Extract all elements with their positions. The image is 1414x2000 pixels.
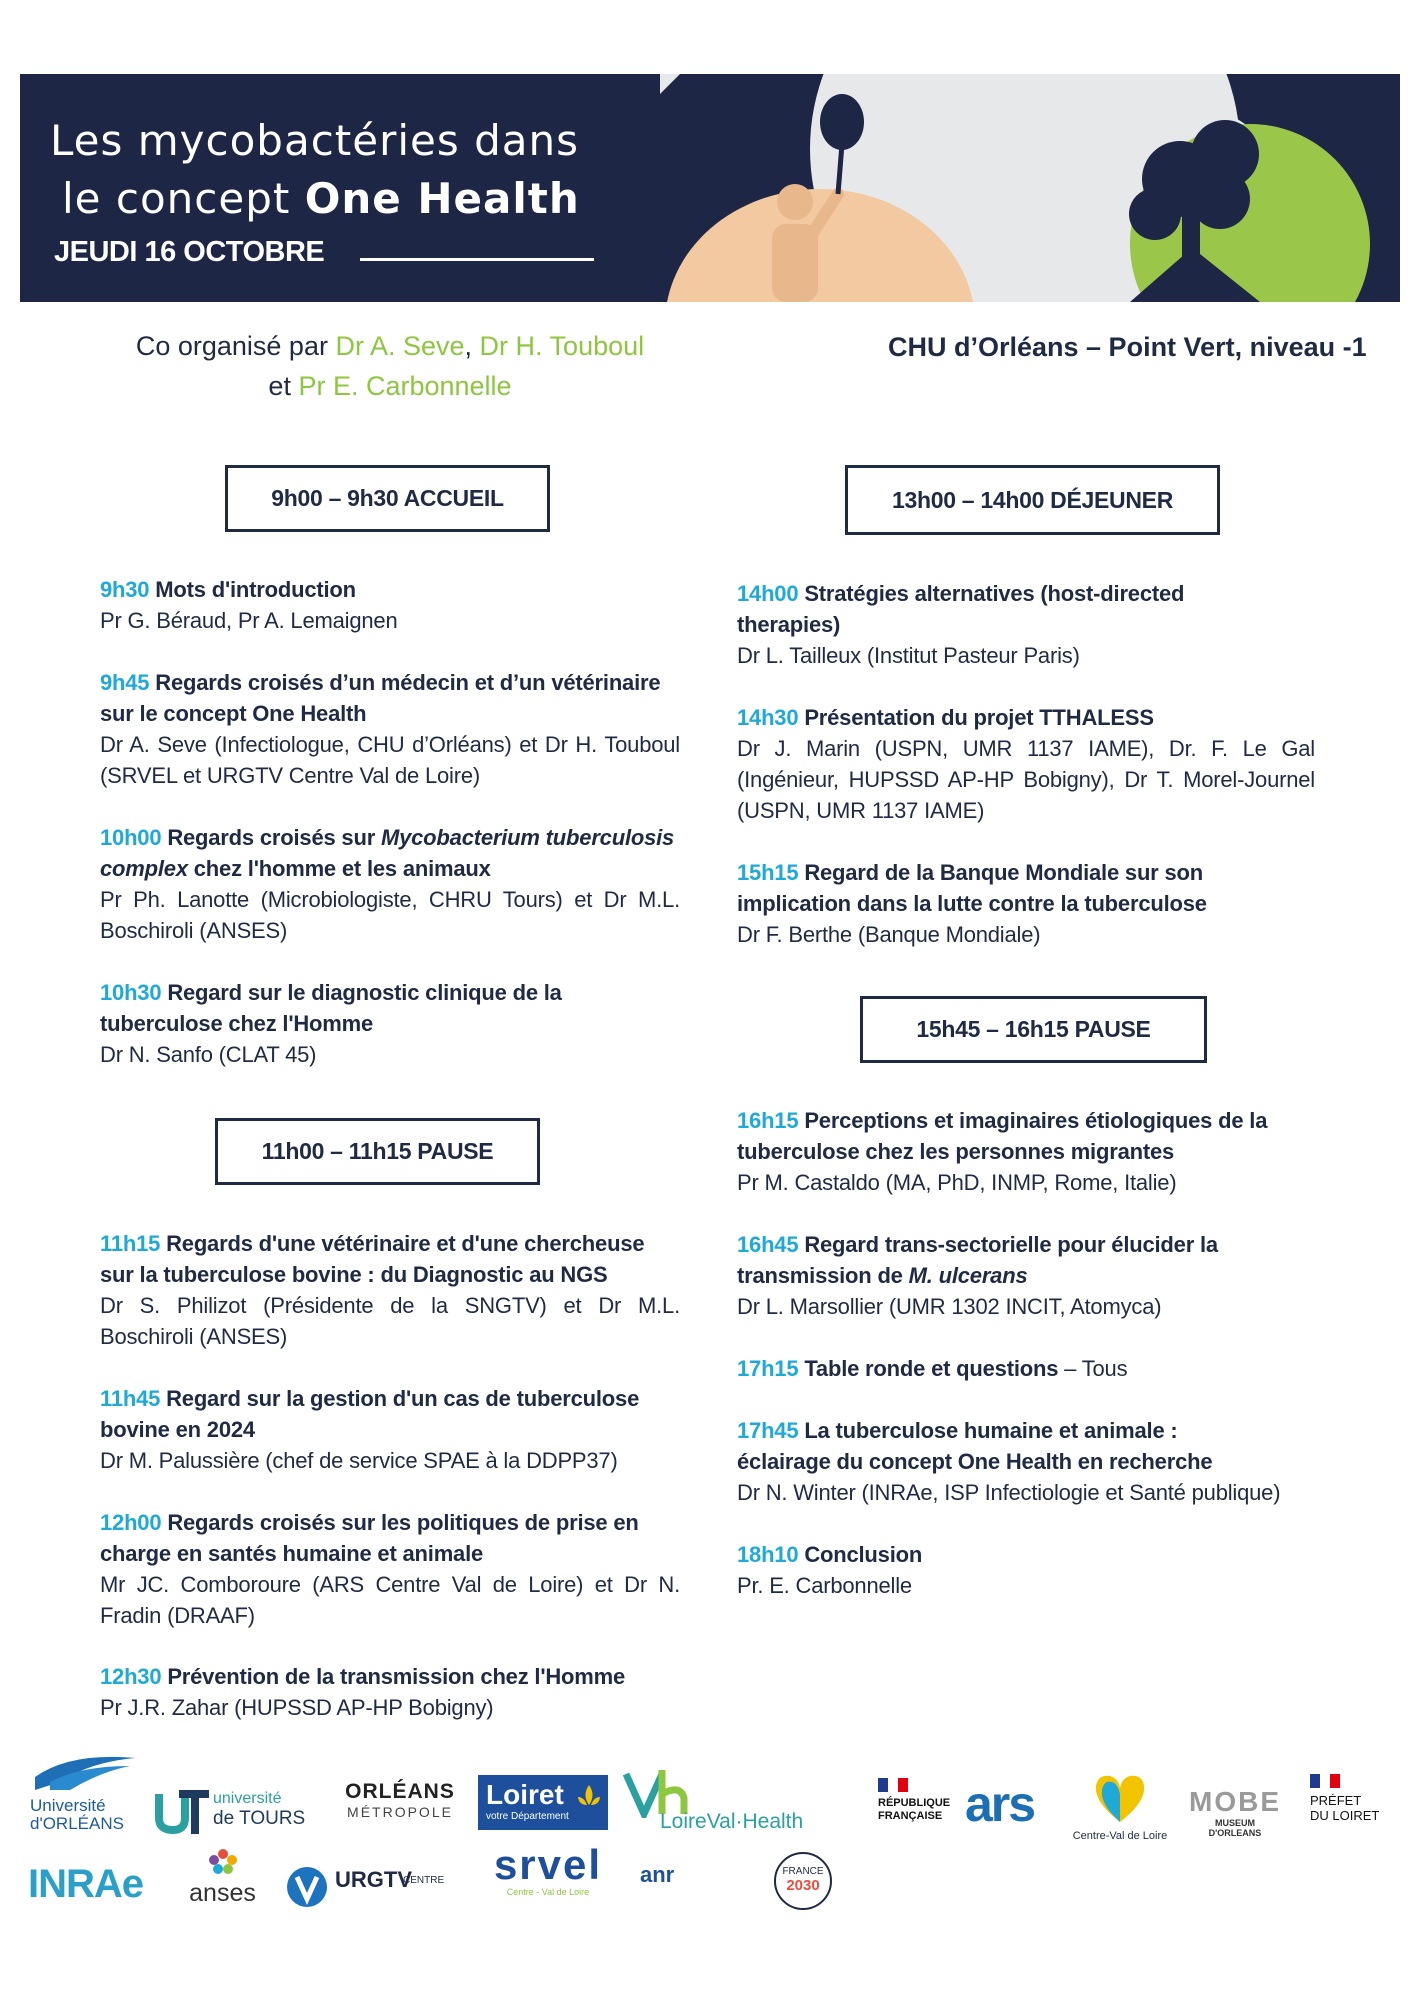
session-speakers: Dr N. Sanfo (CLAT 45) (100, 1042, 317, 1067)
coorg-name-2: Dr H. Touboul (479, 331, 645, 361)
srvel-text: srvel (493, 1841, 603, 1888)
logo-loirevalhealth (622, 1768, 852, 1838)
dejeuner-box: 13h00 – 14h00 DÉJEUNER (845, 465, 1220, 535)
session-1030 (100, 977, 680, 1070)
session-time: 11h15 (100, 1231, 161, 1256)
session-1810-heading (737, 1539, 1317, 1570)
marianne-flag-icon (878, 1778, 908, 1792)
session-1115-heading (100, 1228, 680, 1290)
logo-anr: anr (640, 1862, 675, 1887)
session-1400-heading (737, 578, 1257, 640)
univ-orleans-icon (30, 1752, 140, 1792)
logo-orleans-metropole (340, 1780, 460, 1830)
session-time: 17h45 (737, 1418, 799, 1443)
loiret-subtext: votre Département (486, 1811, 569, 1822)
session-speakers: Dr F. Berthe (Banque Mondiale) (737, 922, 1041, 947)
session-speakers: Pr Ph. Lanotte (Microbiologiste, CHRU Tours) et Dr M.L. Boschiroli (ANSES) (100, 887, 680, 943)
logo-ars: ars (965, 1776, 1035, 1832)
banner-title-bold: One Health (304, 174, 580, 223)
session-1430-heading (737, 702, 1315, 733)
session-title: Regard sur le diagnostic clinique de la tuberculose chez l'Homme (100, 980, 562, 1036)
republique-text1: RÉPUBLIQUE (878, 1797, 951, 1809)
srvel-subtext: Centre - Val de Loire (506, 1887, 590, 1897)
session-1000 (100, 822, 680, 946)
session-1745 (737, 1415, 1317, 1508)
co-organizers-line1 (90, 326, 690, 366)
session-1615 (737, 1105, 1317, 1198)
orleans-metropole-text1: ORLÉANS (345, 1780, 455, 1803)
session-1645-heading (737, 1229, 1277, 1291)
logo-loiret (478, 1775, 608, 1830)
venue: CHU d’Orléans – Point Vert, niveau -1 (888, 332, 1367, 362)
session-1115 (100, 1228, 680, 1352)
session-1515 (737, 857, 1317, 950)
session-speakers: Pr G. Béraud, Pr A. Lemaignen (100, 608, 398, 633)
session-title: Regard de la Banque Mondiale sur son implication dans la lutte contre la tuberculose (737, 860, 1207, 916)
urgtv-icon (285, 1865, 329, 1909)
session-0930 (100, 574, 680, 636)
session-time: 18h10 (737, 1542, 799, 1567)
session-1515-heading (737, 857, 1267, 919)
session-title: Perceptions et imaginaires étiologiques de la tuberculose chez les personnes migrantes (737, 1108, 1268, 1164)
session-speakers: Pr. E. Carbonnelle (737, 1573, 912, 1598)
session-title: Stratégies alternatives (host-directed therapies) (737, 581, 1185, 637)
museum-text1: MUSEUM (1215, 1818, 1255, 1828)
session-title: Prévention de la transmission chez l'Homme (167, 1664, 626, 1689)
session-title: La tuberculose humaine et animale : éclairage du concept One Health en recherche (737, 1418, 1213, 1474)
anses-icon (208, 1848, 238, 1874)
logo-region-centre (1065, 1770, 1175, 1850)
prefet-flag-icon (1310, 1774, 1340, 1788)
session-title: Regards croisés sur (167, 825, 381, 850)
session-time: 15h15 (737, 860, 799, 885)
orleans-metropole-text2: MÉTROPOLE (347, 1804, 453, 1820)
mobe-text: MOBE (1189, 1786, 1281, 1817)
session-time: 16h15 (737, 1108, 799, 1133)
session-1715-heading (737, 1353, 1317, 1384)
republique-text2: FRANÇAISE (878, 1810, 943, 1822)
logo-universite-tours (155, 1786, 315, 1836)
logo-france2030 (774, 1852, 832, 1910)
pause-box-1: 11h00 – 11h15 PAUSE (215, 1118, 540, 1185)
co-organizers (90, 326, 690, 406)
session-speakers: Dr L. Tailleux (Institut Pasteur Paris) (737, 643, 1080, 668)
session-speakers: Dr L. Marsollier (UMR 1302 INCIT, Atomyca) (737, 1294, 1162, 1319)
session-title-italic: M. ulcerans (908, 1263, 1028, 1288)
accueil-box: 9h00 – 9h30 ACCUEIL (225, 465, 550, 532)
banner-title-line2 (62, 174, 580, 223)
univ-tours-text1: université (213, 1790, 282, 1807)
urgtv-text: URGTV (335, 1867, 412, 1892)
logo-urgtv (285, 1865, 455, 1915)
session-title-italic: Mycobacterium tuberculosis complex (100, 825, 675, 881)
session-title: Conclusion (804, 1542, 923, 1567)
session-1615-heading (737, 1105, 1317, 1167)
session-time: 10h30 (100, 980, 162, 1005)
session-1200-heading (100, 1507, 680, 1569)
session-1745-heading (737, 1415, 1267, 1477)
session-1030-heading (100, 977, 620, 1039)
coorg-prefix: Co organisé par (135, 331, 336, 361)
session-0930-heading (100, 574, 680, 605)
coorg-name-1: Dr A. Seve (335, 331, 465, 361)
session-title: Présentation du projet TTHALESS (804, 705, 1154, 730)
logo-anses (175, 1848, 270, 1908)
banner-date: JEUDI 16 OCTOBRE (54, 236, 325, 268)
logo-inrae: INRAe (28, 1862, 144, 1906)
session-speakers: Dr S. Philizot (Présidente de la SNGTV) et Dr M.L. Boschiroli (ANSES) (100, 1293, 680, 1349)
univ-tours-icon (155, 1790, 210, 1834)
session-time: 12h30 (100, 1664, 162, 1689)
banner-illustration (660, 74, 1400, 302)
region-heart-icon (1090, 1770, 1150, 1825)
session-extra: – Tous (1058, 1356, 1128, 1381)
session-speakers: Pr J.R. Zahar (HUPSSD AP-HP Bobigny) (100, 1695, 494, 1720)
banner-title-line1: Les mycobactéries dans (50, 116, 579, 165)
session-1810 (737, 1539, 1317, 1601)
session-0945 (100, 667, 680, 791)
session-time: 14h00 (737, 581, 799, 606)
co-organizers-line2 (90, 366, 690, 406)
logo-srvel (488, 1843, 608, 1913)
session-title: Mots d'introduction (155, 577, 356, 602)
prefet-text1: PRÉFET (1310, 1793, 1362, 1808)
session-1230-heading (100, 1661, 680, 1692)
banner-date-rule (360, 258, 594, 261)
session-time: 9h45 (100, 670, 150, 695)
session-1645 (737, 1229, 1317, 1322)
univ-orleans-text2: d'ORLÉANS (30, 1814, 124, 1833)
session-time: 16h45 (737, 1232, 799, 1257)
session-title: Regards d'une vétérinaire et d'une chercheuse sur la tuberculose bovine : du Diagnostic au NGS (100, 1231, 645, 1287)
logo-prefet-loiret (1310, 1774, 1400, 1854)
france2030-text2: 2030 (786, 1877, 820, 1894)
region-text: Centre-Val de Loire (1072, 1830, 1168, 1842)
session-title: Regard trans-sectorielle pour élucider la transmission de (737, 1232, 1218, 1288)
france2030-text1: FRANCE (782, 1866, 824, 1877)
session-1145 (100, 1383, 680, 1476)
session-1145-heading (100, 1383, 680, 1445)
logo-universite-orleans (30, 1752, 140, 1842)
session-0945-heading (100, 667, 680, 729)
person-head (777, 184, 813, 220)
loiret-text: Loiret (486, 1779, 564, 1810)
session-time: 14h30 (737, 705, 799, 730)
session-speakers: Dr A. Seve (Infectiologue, CHU d’Orléans) et Dr H. Touboul (SRVEL et URGTV Centre Val de Loire) (100, 732, 680, 788)
coorg-sep: , (464, 331, 480, 361)
urgtv-centre: CENTRE (403, 1875, 445, 1886)
anses-text: anses (189, 1879, 256, 1907)
balloon (820, 94, 864, 150)
univ-orleans-text1: Université (30, 1796, 106, 1815)
session-1200 (100, 1507, 680, 1631)
univ-tours-text2: de TOURS (213, 1808, 306, 1829)
pause-box-2: 15h45 – 16h15 PAUSE (860, 996, 1207, 1063)
loirevalhealth-text: LoireVal·Health (660, 1810, 804, 1833)
session-1000-heading (100, 822, 680, 884)
session-time: 9h30 (100, 577, 150, 602)
banner-corner (660, 74, 680, 94)
banner-title-prefix: le concept (62, 174, 305, 223)
session-speakers: Dr M. Palussière (chef de service SPAE à la DDPP37) (100, 1448, 618, 1473)
logo-mobe (1185, 1786, 1285, 1846)
fleur-de-lys-icon (574, 1783, 604, 1813)
session-1400 (737, 578, 1317, 671)
session-title: Regards croisés d’un médecin et d’un vétérinaire sur le concept One Health (100, 670, 661, 726)
session-time: 17h15 (737, 1356, 799, 1381)
session-time: 10h00 (100, 825, 162, 850)
session-speakers: Dr J. Marin (USPN, UMR 1137 IAME), Dr. F. Le Gal (Ingénieur, HUPSSD AP-HP Bobigny), Dr T. Morel-Journel (USPN, UMR 1137 IAME) (737, 736, 1315, 823)
session-1715 (737, 1353, 1317, 1384)
session-title: Regard sur la gestion d'un cas de tuberculose bovine en 2024 (100, 1386, 640, 1442)
session-speakers: Mr JC. Comboroure (ARS Centre Val de Loire) et Dr N. Fradin (DRAAF) (100, 1572, 680, 1628)
session-speakers: Dr N. Winter (INRAe, ISP Infectiologie et Santé publique) (737, 1480, 1281, 1505)
prefet-text2: DU LOIRET (1310, 1808, 1380, 1823)
session-time: 12h00 (100, 1510, 162, 1535)
logo-republique-francaise (878, 1778, 958, 1848)
session-title: Table ronde et questions (804, 1356, 1059, 1381)
session-time: 11h45 (100, 1386, 161, 1411)
coorg-conj: et (268, 371, 299, 401)
session-title: Regards croisés sur les politiques de prise en charge en santés humaine et animale (100, 1510, 639, 1566)
session-1430 (737, 702, 1315, 826)
session-1230 (100, 1661, 680, 1723)
session-title-end: chez l'homme et les animaux (187, 856, 491, 881)
coorg-name-3: Pr E. Carbonnelle (298, 371, 512, 401)
header-banner (20, 74, 1400, 302)
session-speakers: Pr M. Castaldo (MA, PhD, INMP, Rome, Italie) (737, 1170, 1177, 1195)
museum-text2: D'ORLEANS (1208, 1828, 1262, 1838)
